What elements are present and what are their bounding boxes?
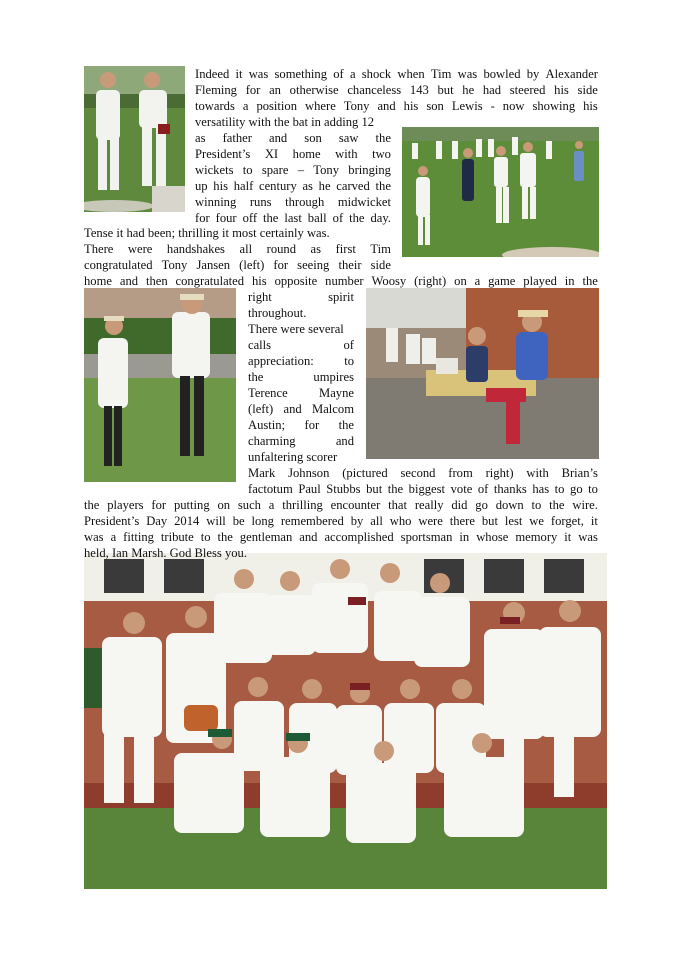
article-line-10: for four off the last ball of the day. (195, 211, 391, 225)
article-line-6: President’s XI home with two (195, 147, 391, 161)
article-line-27: factotum Paul Stubbs but the biggest vote of thanks has to go to (248, 482, 598, 496)
article-line-25: unfaltering scorer (248, 450, 338, 464)
photo-handshake-tim-tony (84, 66, 185, 212)
article-line-17: There were several (248, 322, 344, 336)
article-line-31: held, Ian Marsh. God Bless you. (84, 546, 247, 560)
article-line-13: congratulated Tony Jansen (left) for seeing their side (84, 258, 391, 272)
article-line-19: appreciation: to (248, 354, 354, 368)
article-line-18: calls of (248, 338, 354, 352)
article-line-24: charming and (248, 434, 354, 448)
article-line-7: wickets to spare – Tony bringing (195, 163, 391, 177)
article-line-14: home and then congratulated his opposite number Woosy (right) on a game played in the (84, 274, 598, 288)
article-line-11: Tense it had been; thrilling it most certainly was. (84, 226, 330, 240)
article-line-29: President’s Day 2014 will be long remembered by all who were there but lest we forget, it (84, 514, 598, 528)
article-line-12: There were handshakes all round as first Tim (84, 242, 391, 256)
article-line-16: throughout. (248, 306, 307, 320)
article-line-8: up his half century as he carved the (195, 179, 391, 193)
article-line-23: Austin; for the (248, 418, 354, 432)
article-line-26: Mark Johnson (pictured second from right) with Brian’s (248, 466, 598, 480)
article-line-21: Terence Mayne (248, 386, 354, 400)
article-line-30: was a fitting tribute to the gentleman and accomplished sportsman in whose memory it was (84, 530, 598, 544)
article-line-3: towards a position where Tony and his son Lewis - now showing his (195, 99, 598, 113)
article-line-5: as father and son saw the (195, 131, 391, 145)
article-line-9: winning runs through midwicket (195, 195, 391, 209)
article-line-2: Fleming for an otherwise chanceless 143 but he had steered his side (195, 83, 598, 97)
article-line-1: Indeed it was something of a shock when Tim was bowled by Alexander (195, 67, 598, 81)
photo-scorers-table (366, 288, 599, 459)
photo-umpires (84, 288, 236, 482)
article-line-4: versatility with the bat in adding 12 (195, 115, 375, 129)
article-line-22: (left) and Malcom (248, 402, 354, 416)
photo-team-group (84, 553, 607, 889)
article-line-28: the players for putting on such a thrilling encounter that really did go down to the wire. (84, 498, 598, 512)
article-line-15: right spirit (248, 290, 354, 304)
article-line-20: the umpires (248, 370, 354, 384)
photo-players-on-field (402, 127, 599, 257)
